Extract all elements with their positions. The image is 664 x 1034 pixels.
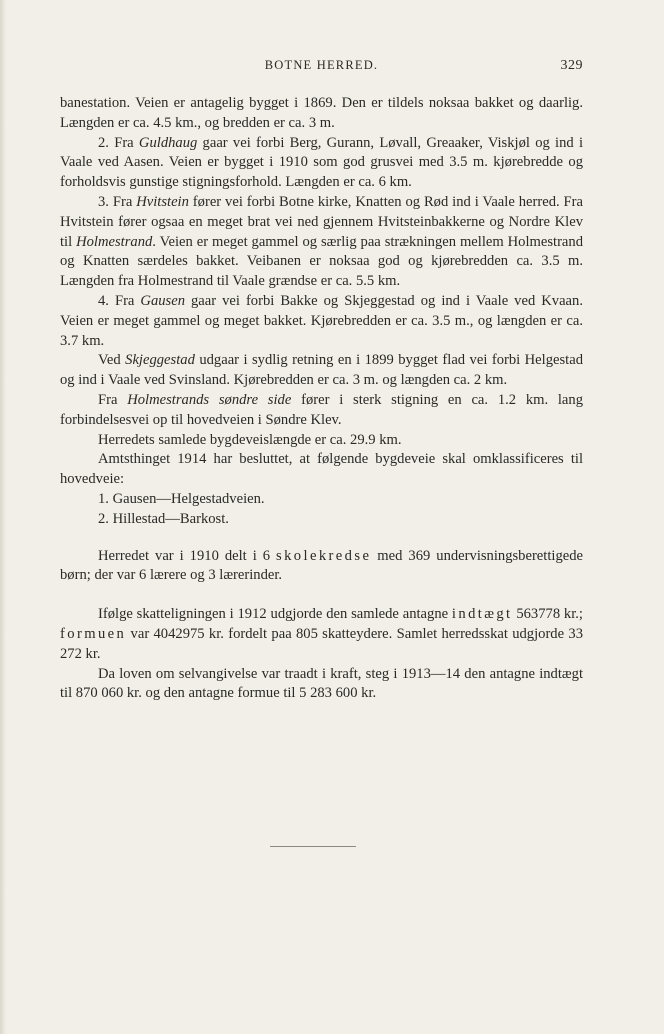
paragraph-holmestrand-road: Fra Holmestrands søndre side fører i sterk stigning en ca. 1.2 km. lang forbindelsesvei op til hovedveien i Søndre Klev. — [60, 391, 583, 428]
section-divider — [270, 846, 356, 847]
running-head: BOTNE HERRED. — [264, 58, 379, 72]
paragraph-reclassification: Amtsthinget 1914 har besluttet, at følgende bygdeveie skal omklassificeres til hovedveie: — [60, 451, 583, 488]
page-edge — [0, 0, 6, 1034]
paragraph-schools: Herredet var i 1910 delt i 6 skolekredse med 369 undervisningsberettigede børn; der var 6 lærere og 3 lærerinder. — [60, 547, 583, 584]
paragraph-total-length: Herredets samlede bygdeveislængde er ca. 29.9 km. — [98, 431, 402, 448]
page-number: 329 — [560, 58, 583, 73]
paragraph-self-assessment: Da loven om selvangivelse var traadt i kraft, steg i 1913—14 den antagne indtægt til 870 060 kr. og den antagne formue til 5 283 600 kr. — [60, 665, 583, 702]
paragraph-1: banestation. Veien er antagelig bygget i 1869. Den er tildels noksaa bakket og daarlig. Længden er ca. 4.5 km., og bredden er ca. 3 m. — [60, 95, 583, 131]
list-item: 2. Hillestad—Barkost. — [98, 510, 229, 527]
paragraph-hvitstein-road: 3. Fra Hvitstein fører vei forbi Botne kirke, Knatten og Rød ind i Vaale herred. Fra Hvitstein fører ogsaa en meget brat vei ned gjennem Hvitsteinbakkerne og Nordre Klev til Holmestrand. Veien er meget gammel og særlig paa strækningen mellem Holmestrand og Knatten særdeles bakket. Veibanen er noksaa god og kjørebredden ca. 3.5 m. Længden fra Holmestrand til Vaale grændse er ca. 5.5 km. — [60, 193, 584, 290]
list-item: 1. Gausen—Helgestadveien. — [98, 490, 265, 507]
paragraph-taxes: Ifølge skatteligningen i 1912 udgjorde den samlede antagne indtægt 563778 kr.; formuen var 4042975 kr. fordelt paa 805 skatteydere. Samlet herredsskat udgjorde 33 272 kr. — [60, 606, 583, 662]
page-header — [60, 58, 583, 78]
paragraph-gausen-road: 4. Fra Gausen gaar vei forbi Bakke og Skjeggestad og ind i Vaale ved Kvaan. Veien er meget gammel og meget bakket. Kjørebredden er ca. 3.5 m., og længden er ca. 3.7 km. — [60, 292, 583, 349]
paragraph-skjeggestad-road: Ved Skjeggestad udgaar i sydlig retning en i 1899 bygget flad vei forbi Helgestad og ind i Vaale ved Svinsland. Kjørebredden er ca. 3 m. og længden ca. 2 km. — [60, 352, 583, 389]
body-text — [60, 94, 583, 704]
paragraph-guldhaug-road: 2. Fra Guldhaug gaar vei forbi Berg, Gurann, Løvall, Greaaker, Viskjøl og ind i Vaale ved Aasen. Veien er bygget i 1910 som god grusvei med 3.5 m. kjørebredde og forholdsvis gunstige stigningsforhold. Længden er ca. 6 km. — [60, 134, 584, 191]
